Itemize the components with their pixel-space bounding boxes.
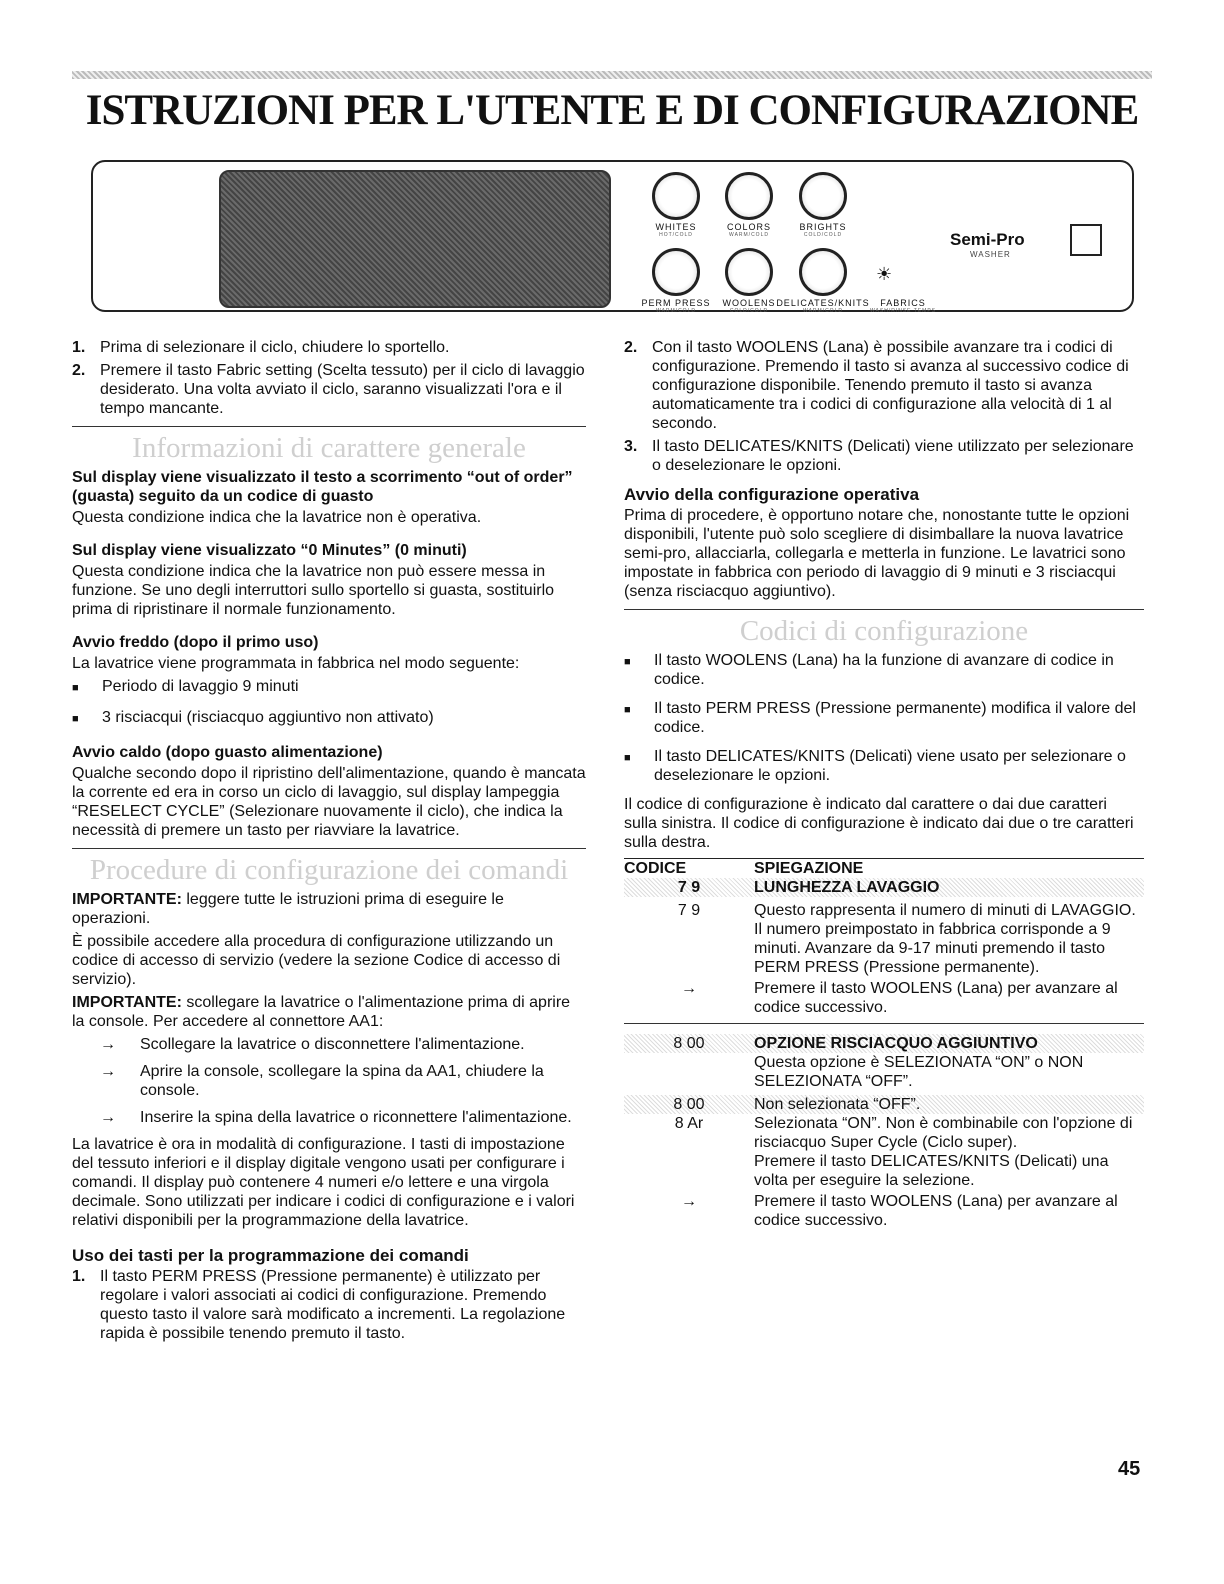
- knob-dial: [725, 248, 773, 296]
- list-item: ■ 3 risciacqui (risciacquo aggiuntivo non attivato): [72, 709, 434, 726]
- paragraph: La lavatrice viene programmata in fabbrica nel modo seguente:: [72, 655, 520, 672]
- knob-woolens: WOOLENS COLD/COLD: [694, 248, 804, 314]
- divider: [624, 1023, 1144, 1024]
- list-item: → Inserire la spina della lavatrice o riconnettere l'alimentazione.: [100, 1109, 572, 1126]
- step-1: 1. Prima di selezionare il ciclo, chiudere lo sportello.: [72, 339, 450, 356]
- table-row: 7 9 Questo rappresenta il numero di minuti di LAVAGGIO. Il numero preimpostato in fabbrica corrisponde a 9 minuti. Avanzare da 9-17 minuti premendo il tasto PERM PRESS (Pressione permanente).: [677, 902, 1136, 976]
- divider: [72, 426, 586, 427]
- knob-colors: COLORS WARM/COLD: [694, 172, 804, 238]
- section-title-procedures: Procedure di configurazione dei comandi: [89, 854, 569, 886]
- table-row: → Premere il tasto WOOLENS (Lana) per avanzare al codice successivo.: [681, 1193, 1118, 1229]
- divider: [624, 609, 1144, 610]
- knob-delicates: DELICATES/KNITS WARM/COLD: [768, 248, 878, 314]
- page-title: ISTRUZIONI PER L'UTENTE E DI CONFIGURAZIONE: [85, 87, 1139, 134]
- list-item: ■ Il tasto WOOLENS (Lana) ha la funzione di avanzare di codice in codice.: [624, 652, 1114, 688]
- table-row: Questa opzione è SELEZIONATA “ON” o NON SELEZIONATA “OFF”.: [754, 1054, 1084, 1090]
- step-2: 2. Premere il tasto Fabric setting (Scelta tessuto) per il ciclo di lavaggio desiderato. Una volta avviato il ciclo, saranno visualizzati l'ora e il tempo mancante.: [72, 362, 585, 417]
- knob-perm-press: PERM PRESS WARM/COLD: [621, 248, 731, 314]
- paragraph: Il codice di configurazione è indicato dal carattere o dai due caratteri sulla sinistra. Il codice di configurazione è indicato dai due o tre caratteri sulla destra.: [624, 796, 1134, 851]
- subheading: Sul display viene visualizzato “0 Minutes” (0 minuti): [72, 542, 467, 559]
- section-title-general: Informazioni di carattere generale: [132, 432, 526, 464]
- divider: [72, 848, 586, 849]
- section-title-codes: Codici di configurazione: [739, 615, 1029, 647]
- step-3-keys: 3. Il tasto DELICATES/KNITS (Delicati) viene utilizzato per selezionare o deselezionare le opzioni.: [624, 438, 1134, 474]
- codes-table: [624, 858, 1144, 1230]
- right-column: [624, 338, 1144, 1230]
- panel-display: [219, 170, 611, 308]
- list-item: → Aprire la console, scollegare la spina da AA1, chiudere la console.: [100, 1063, 544, 1099]
- knob-brights: BRIGHTS COLD/COLD: [768, 172, 878, 238]
- paragraph: IMPORTANTE: leggere tutte le istruzioni prima di eseguire le operazioni.: [72, 891, 504, 927]
- knob-dial: [652, 248, 700, 296]
- table-row: 8 00 Non selezionata “OFF”.: [624, 1095, 1144, 1114]
- knob-dial: [799, 172, 847, 220]
- list-item: ■ Periodo di lavaggio 9 minuti: [72, 678, 299, 695]
- manual-book-icon: [1070, 224, 1102, 256]
- list-item: ■ Il tasto DELICATES/KNITS (Delicati) viene usato per selezionare o deselezionare le opzioni.: [624, 748, 1126, 784]
- brand-name: Semi-Pro: [950, 230, 1025, 249]
- subheading: Avvio caldo (dopo guasto alimentazione): [72, 744, 383, 761]
- shirt-thermometer-icon: ☀: [876, 264, 893, 284]
- paragraph: È possibile accedere alla procedura di configurazione utilizzando un codice di accesso di servizio (vedere la sezione Codice di accesso di servizio).: [72, 933, 561, 988]
- paragraph: IMPORTANTE: scollegare la lavatrice o l'alimentazione prima di aprire la console. Per accedere al connettore AA1:: [72, 994, 571, 1030]
- list-item: ■ Il tasto PERM PRESS (Pressione permanente) modifica il valore del codice.: [624, 700, 1136, 736]
- brand-sub: WASHER: [970, 250, 1011, 259]
- knob-whites: WHITES HOT/COLD: [621, 172, 731, 238]
- subheading: Uso dei tasti per la programmazione dei comandi: [72, 1246, 469, 1265]
- subheading: Sul display viene visualizzato il testo a scorrimento “out of order” (guasta) seguito da un codice di guasto: [72, 469, 573, 505]
- table-row: Premere il tasto DELICATES/KNITS (Delicati) una volta per eseguire la selezione.: [754, 1153, 1109, 1189]
- paragraph: Questa condizione indica che la lavatrice non può essere messa in funzione. Se uno degli interruttori sullo sportello si guasta, sostituirlo prima di ripristinare il normale funzionamento.: [72, 563, 555, 618]
- paragraph: Qualche secondo dopo il ripristino dell'alimentazione, quando è mancata la corrente ed era in corso un ciclo di lavaggio, sul display lampeggia “RESELECT CYCLE” (Selezionare nuovamente il ciclo), che indica la necessità di premere un tasto per riavviare la lavatrice.: [72, 765, 586, 839]
- table-header: CODICE SPIEGAZIONE: [624, 858, 1144, 878]
- step-2-keys: 2. Con il tasto WOOLENS (Lana) è possibile avanzare tra i codici di configurazione. Premendo il tasto si avanza al successivo codice di configurazione disponibile. Tenendo premuto il tasto si avanza automaticamente tra i codici di configurazione alla velocità di 1 al secondo.: [624, 339, 1129, 432]
- table-row: 8 00 OPZIONE RISCIACQUO AGGIUNTIVO: [624, 1034, 1144, 1053]
- paragraph: Questa condizione indica che la lavatrice non è operativa.: [72, 509, 482, 526]
- knob-dial: [725, 172, 773, 220]
- list-item: → Scollegare la lavatrice o disconnettere l'alimentazione.: [100, 1036, 525, 1053]
- paragraph: La lavatrice è ora in modalità di configurazione. I tasti di impostazione del tessuto inferiori e il display digitale vengono usati per configurare i comandi. Il display può contenere 4 numeri e/o lettere e una virgola decimale. Sono utilizzati per indicare i codici di configurazione e i valori relativi disponibili per la programmazione della lavatrice.: [72, 1136, 575, 1229]
- left-column: [72, 338, 586, 1347]
- subheading: Avvio freddo (dopo il primo uso): [72, 634, 319, 651]
- knob-fabrics-label: FABRICS WASH/RINSE TEMPS: [869, 298, 936, 314]
- table-row: 7 9 LUNGHEZZA LAVAGGIO: [624, 878, 1144, 897]
- table-row: 8 Ar Selezionata “ON”. Non è combinabile con l'opzione di risciacquo Super Cycle (Ciclo super).: [674, 1115, 1133, 1151]
- knob-dial: [799, 248, 847, 296]
- table-row: → Premere il tasto WOOLENS (Lana) per avanzare al codice successivo.: [681, 980, 1118, 1016]
- top-rule: [72, 71, 1152, 79]
- subheading: Avvio della configurazione operativa: [624, 485, 920, 504]
- step-1-keys: 1. Il tasto PERM PRESS (Pressione permanente) è utilizzato per regolare i valori associati ai codici di configurazione. Premendo questo tasto il valore sarà modificato a incrementi. La regolazione rapida è possibile tenendo premuto il tasto.: [72, 1268, 566, 1342]
- paragraph: Prima di procedere, è opportuno notare che, nonostante tutte le opzioni disponibili, l'utente può solo scegliere di disimballare la nuova lavatrice semi-pro, allacciarla, collegarla e metterla in funzione. Le lavatrici sono impostate in fabbrica con periodo di lavaggio di 9 minuti e 3 risciacqui (senza risciacquo aggiuntivo).: [624, 507, 1130, 600]
- page-number: 45: [1118, 1458, 1141, 1480]
- knob-dial: [652, 172, 700, 220]
